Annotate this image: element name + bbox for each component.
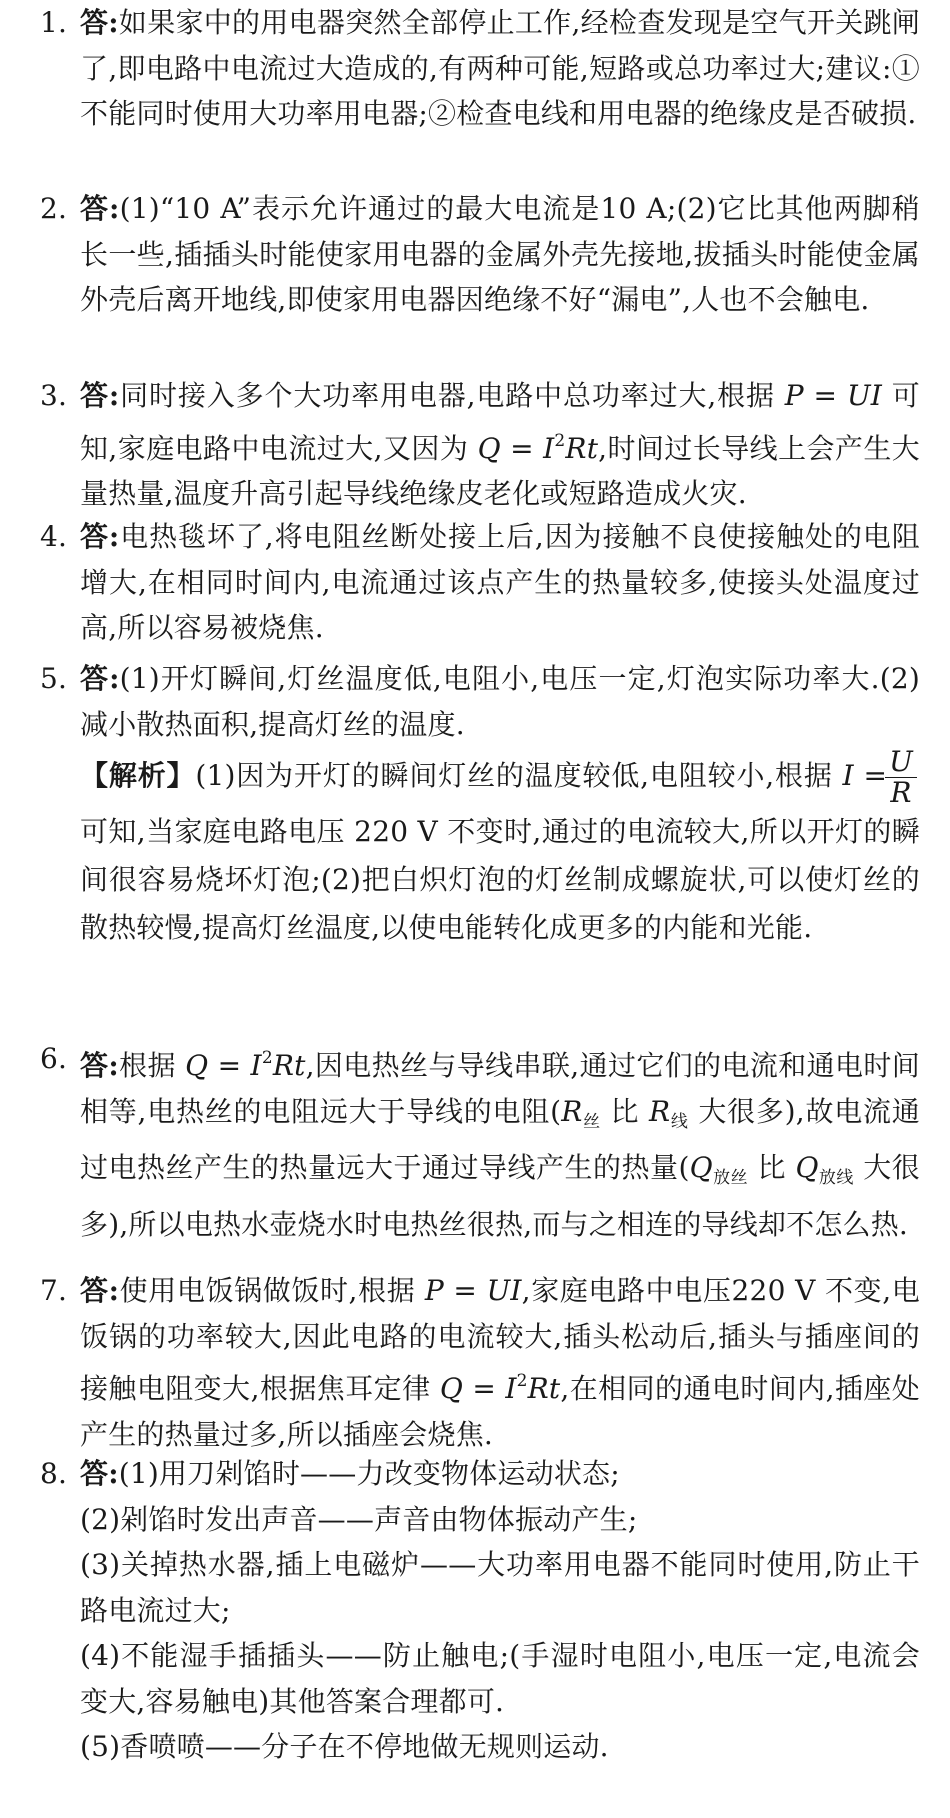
answer-text: 比: [748, 1151, 796, 1184]
answer-text: 同时接入多个大功率用电器,电路中总功率过大,根据: [119, 379, 785, 412]
formula: Rt: [565, 431, 599, 465]
answer-text: 根据: [118, 1049, 186, 1082]
answer-text: ,时间过长导线上会产生大量热量,温度升高引起导线绝缘皮老化或短路造成火灾.: [80, 431, 920, 510]
answer-2: [40, 186, 920, 323]
exponent: 2: [554, 430, 566, 451]
answer-keyword: 答:: [80, 1274, 120, 1307]
answer-7: [40, 1268, 920, 1457]
analysis-text: (1)因为开灯的瞬间灯丝的温度较低,电阻较小,根据: [195, 759, 843, 792]
answer-line: (3)关掉热水器,插上电磁炉——大功率用电器不能同时使用,防止干路电流过大;: [80, 1548, 920, 1627]
answer-keyword: 答:: [80, 662, 120, 695]
formula: Rt: [527, 1372, 561, 1405]
answer-keyword: 答:: [80, 379, 120, 412]
answer-5: [40, 656, 920, 952]
answer-4: [40, 514, 920, 651]
answer-text: ,在相同的通电时间内,插座处产生的热量过多,所以插座会烧焦.: [80, 1372, 920, 1451]
symbol: Q: [795, 1151, 819, 1184]
symbol: R: [649, 1094, 671, 1128]
subscript: 线: [670, 1111, 689, 1132]
answer-text: 电热毯坏了,将电阻丝断处接上后,因为接触不良使接触处的电阻增大,在相同时间内,电流通过该点产生的热量较多,使接头处温度过高,所以容易被烧焦.: [80, 520, 920, 644]
answer-line: (1)用刀剁馅时——力改变物体运动状态;: [118, 1457, 620, 1490]
answer-number: 6.: [40, 1042, 68, 1075]
subscript: 放线: [818, 1168, 854, 1188]
answer-line: (5)香喷喷——分子在不停地做无规则运动.: [80, 1730, 609, 1763]
fraction-numerator: U: [885, 747, 917, 778]
answer-text: 如果家中的用电器突然全部停止工作,经检查发现是空气开关跳闸了,即电路中电流过大造成的,有两种可能,短路或总功率过大;建议:①不能同时使用大功率用电器;②检查电线和用电器的绝缘皮是否破损.: [80, 6, 920, 130]
answer-text: 大很多),故电流通过电热丝产生的热量远大于通过导线产生的热量(: [80, 1094, 921, 1184]
symbol: Q: [689, 1151, 713, 1184]
answer-text: ,因电热丝与导线串联,通过它们的电流和通电时间相等,电热丝的电阻远大于导线的电阻(: [80, 1049, 920, 1128]
answer-number: 1.: [40, 6, 68, 39]
analysis-text: 可知,当家庭电路电压 220 V 不变时,通过的电流较大,所以开灯的瞬间很容易烧坏灯泡;(2)把白炽灯泡的灯丝制成螺旋状,可以使灯丝的散热较慢,提高灯丝温度,以使电能转化成更多的内能和光能.: [80, 815, 920, 944]
answer-1: [40, 0, 920, 137]
answer-keyword: 答:: [80, 1457, 119, 1490]
formula: Q = I: [477, 431, 555, 465]
answer-text: 比: [600, 1094, 650, 1128]
formula: P = UI: [424, 1274, 522, 1307]
answer-keyword: 答:: [80, 1049, 119, 1082]
answer-text: 使用电饭锅做饭时,根据: [119, 1274, 425, 1307]
formula: Q = I: [439, 1372, 517, 1405]
fraction-denominator: R: [890, 776, 912, 809]
answer-number: 7.: [40, 1274, 68, 1307]
answer-keyword: 答:: [80, 192, 120, 225]
answer-3: [40, 373, 920, 517]
symbol: R: [561, 1094, 583, 1128]
answer-line: (4)不能湿手插插头——防止触电;(手湿时电阻小,电压一定,电流会变大,容易触电)其他答案合理都可.: [80, 1639, 920, 1718]
answer-number: 2.: [40, 192, 68, 225]
analysis-keyword: 【解析】: [80, 759, 196, 792]
exponent: 2: [261, 1048, 273, 1068]
answer-6: [40, 1036, 920, 1247]
fraction: [885, 747, 917, 808]
exponent: 2: [516, 1371, 528, 1391]
answer-text: (1)“10 A”表示允许通过的最大电流是10 A;(2)它比其他两脚稍长一些,插插头时能使家用电器的金属外壳先接地,拔插头时能使金属外壳后离开地线,即使家用电器因绝缘不好“漏电”,人也不会触电.: [80, 192, 920, 316]
answer-text: (1)开灯瞬间,灯丝温度低,电阻小,电压一定,灯泡实际功率大.(2)减小散热面积,提高灯丝的温度.: [80, 662, 920, 741]
formula: Rt: [272, 1049, 306, 1082]
answer-number: 8.: [40, 1457, 68, 1490]
subscript: 丝: [582, 1111, 601, 1132]
answer-text: ,家庭电路中电压220 V 不变,电饭锅的功率较大,因此电路的电流较大,插头松动后,插头与插座间的接触电阻变大,根据焦耳定律: [80, 1274, 921, 1405]
answer-number: 4.: [40, 520, 68, 553]
answer-text: 可知,家庭电路中电流过大,又因为: [80, 379, 920, 465]
formula: P = UI: [784, 379, 882, 412]
subscript: 放丝: [712, 1168, 749, 1188]
formula: Q = I: [185, 1049, 262, 1082]
answer-line: (2)剁馅时发出声音——声音由物体振动产生;: [80, 1502, 638, 1536]
answer-keyword: 答:: [80, 6, 119, 39]
answer-keyword: 答:: [80, 520, 120, 553]
answer-8: [40, 1451, 920, 1770]
answer-number: 3.: [40, 379, 68, 412]
answer-text: 大很多),所以电热水壶烧水时电热丝很热,而与之相连的导线却不怎么热.: [80, 1151, 921, 1241]
answer-number: 5.: [40, 662, 68, 695]
formula: I =: [842, 759, 888, 792]
